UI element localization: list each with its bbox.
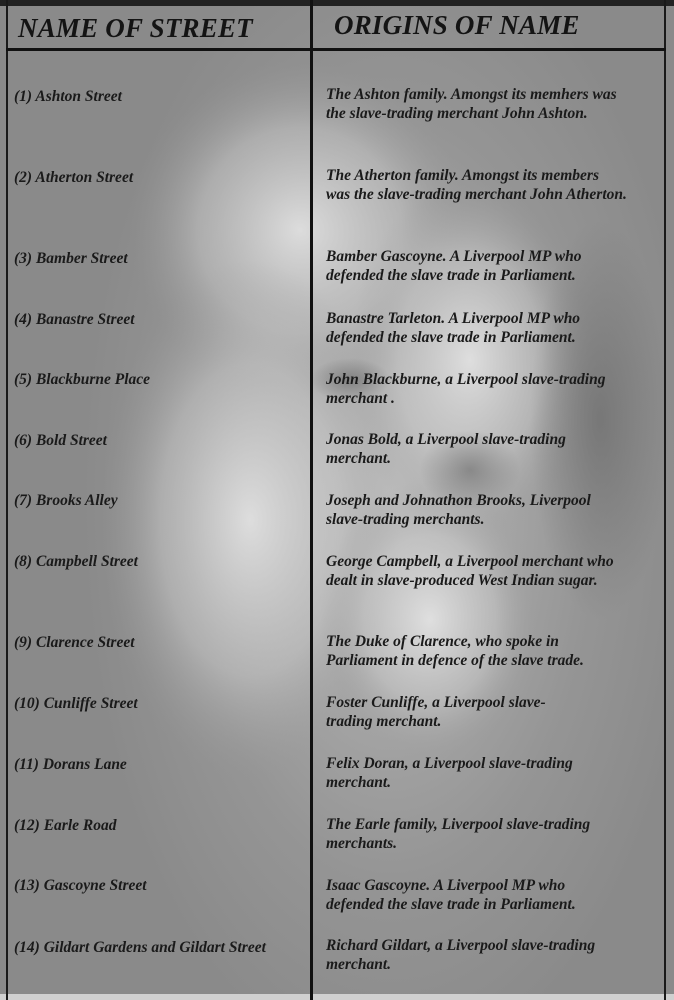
street-name: (10) Cunliffe Street [14,695,138,712]
origin-text: The Ashton family. Amongst its memhers was the slave-trading merchant John Ashton. [326,86,617,122]
street-name: (7) Brooks Alley [14,492,118,509]
origin-text: Joseph and Johnathon Brooks, Liverpool slave-trading merchants. [326,492,591,528]
bottom-border [0,994,674,1000]
street-name: (1) Ashton Street [14,88,122,105]
top-border [0,0,674,6]
header-rule [6,48,666,51]
street-name: (3) Bamber Street [14,250,128,267]
origin-text: The Duke of Clarence, who spoke in Parliament in defence of the slave trade. [326,633,584,669]
origin-text: Foster Cunliffe, a Liverpool slave- trading merchant. [326,694,546,730]
street-name: (14) Gildart Gardens and Gildart Street [14,939,266,956]
street-name: (9) Clarence Street [14,634,135,651]
origin-text: Jonas Bold, a Liverpool slave-trading merchant. [326,431,566,467]
left-border [6,0,8,1000]
origin-text: John Blackburne, a Liverpool slave-trading merchant . [326,371,606,407]
origin-text: George Campbell, a Liverpool merchant who dealt in slave-produced West Indian sugar. [326,553,614,589]
street-name: (5) Blackburne Place [14,371,151,388]
right-border [664,0,666,1000]
origin-text: Bamber Gascoyne. A Liverpool MP who defended the slave trade in Parliament. [326,248,582,284]
origin-column-header: ORIGINS OF NAME [334,10,580,40]
origin-text: Isaac Gascoyne. A Liverpool MP who defended the slave trade in Parliament. [326,877,576,913]
origin-text: Felix Doran, a Liverpool slave-trading merchant. [326,755,573,791]
origin-text: The Atherton family. Amongst its members was the slave-trading merchant John Atherton. [326,167,627,203]
street-name: (12) Earle Road [14,817,117,834]
street-name: (2) Atherton Street [14,169,134,186]
street-name: (6) Bold Street [14,432,107,449]
street-column-header: NAME OF STREET [18,13,253,43]
street-name: (11) Dorans Lane [14,756,127,773]
origin-text: Richard Gildart, a Liverpool slave-trading merchant. [326,937,596,973]
street-name: (13) Gascoyne Street [14,877,147,894]
column-divider [310,0,313,1000]
street-name: (4) Banastre Street [14,311,135,328]
origin-text: Banastre Tarleton. A Liverpool MP who defended the slave trade in Parliament. [326,310,581,346]
origin-text: The Earle family, Liverpool slave-trading merchants. [326,816,591,852]
street-name: (8) Campbell Street [14,553,138,570]
